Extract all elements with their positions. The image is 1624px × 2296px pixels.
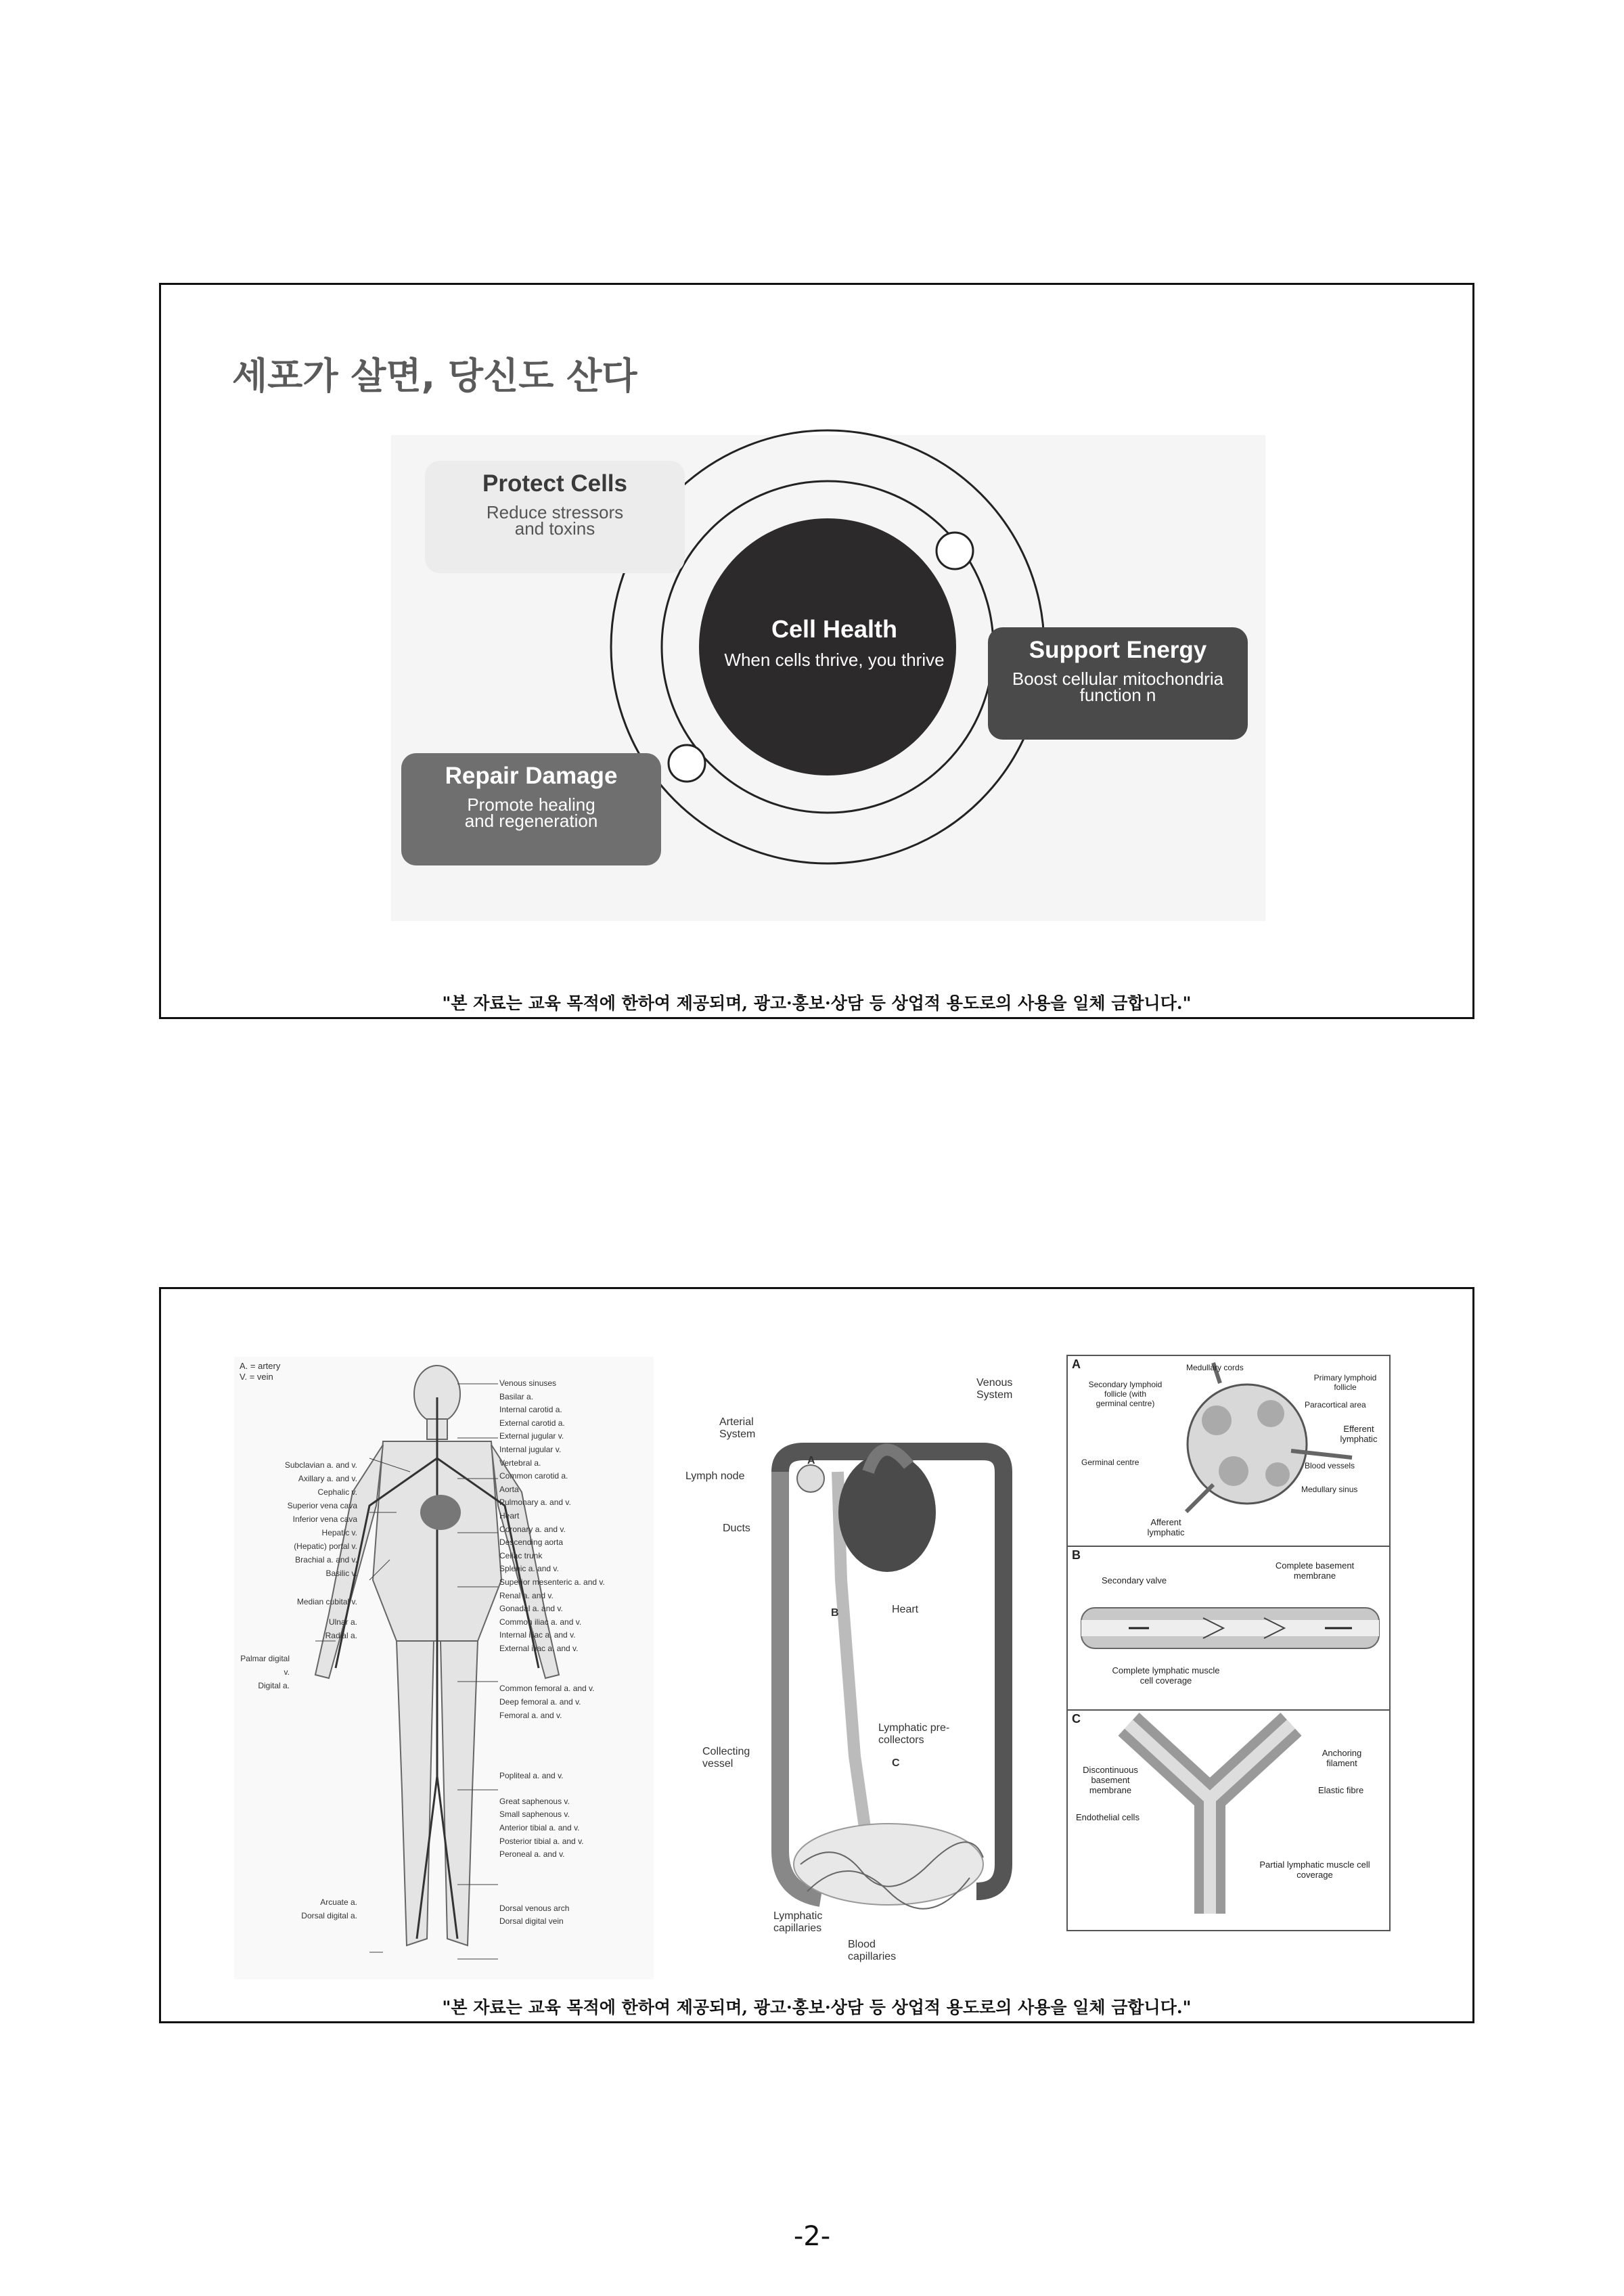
lymph-circulation-drawing (685, 1377, 1064, 1979)
label: Great saphenous v. (499, 1796, 570, 1806)
label: Celiac trunk (499, 1550, 543, 1560)
label: Internal jugular v. (499, 1444, 562, 1454)
card-repair-damage (401, 753, 661, 865)
label: Basilic v. (325, 1569, 357, 1578)
label: Dorsal digital a. (301, 1911, 357, 1920)
orbit-dot-top (937, 533, 973, 569)
label-heart: Heart (892, 1604, 919, 1615)
label: Vertebral a. (499, 1458, 541, 1468)
label: Femoral a. and v. (499, 1710, 562, 1720)
label: Medullary cords (1186, 1363, 1244, 1372)
label: Subclavian a. and v. (284, 1460, 357, 1470)
label: Posterior tibial a. and v. (499, 1836, 584, 1846)
label: Anchoring filament (1322, 1748, 1362, 1768)
label: Digital a. (258, 1681, 290, 1690)
label: Arcuate a. (320, 1897, 357, 1907)
usage-notice: "본 자료는 교육 목적에 한하여 제공되며, 광고·홍보·상담 등 상업적 용도로의 사용을 일체 금합니다." (442, 993, 1192, 1013)
label-c: C (892, 1757, 900, 1769)
label-collecting-vessel: Collecting vessel (702, 1746, 750, 1770)
label: Median cubital v. (296, 1597, 357, 1606)
label: Basilar a. (499, 1391, 534, 1401)
usage-notice: "본 자료는 교육 목적에 한하여 제공되며, 광고·홍보·상담 등 상업적 용도로의 사용을 일체 금합니다." (442, 1998, 1192, 2017)
label: Palmar digital v. (240, 1654, 290, 1677)
label-lymphatic-capillaries: Lymphatic capillaries (773, 1910, 823, 1934)
label: Dorsal venous arch (499, 1903, 570, 1913)
label-b: B (831, 1607, 839, 1619)
label-a: A (807, 1455, 815, 1466)
right-labels (499, 1377, 605, 1929)
card-title: Protect Cells (482, 470, 627, 497)
label: Primary lymphoid follicle (1313, 1373, 1377, 1392)
lymph-circulation-figure (685, 1377, 1064, 1979)
label: Common femoral a. and v. (499, 1684, 595, 1694)
label: (Hepatic) portal v. (294, 1541, 357, 1551)
label: Heart (499, 1510, 520, 1521)
label: Secondary valve (1102, 1575, 1167, 1585)
card-desc: Boost cellular mitochondria function n (1012, 669, 1224, 705)
label: Dorsal digital vein (499, 1916, 564, 1927)
label-arterial-system: Arterial System (719, 1416, 756, 1440)
label-blood-capillaries: Blood capillaries (848, 1939, 897, 1962)
panel-capillary (1068, 1711, 1389, 1930)
label: Splenic a. and v. (499, 1564, 559, 1574)
label: Deep femoral a. and v. (499, 1697, 581, 1707)
center-title: Cell Health (771, 615, 898, 643)
label: Peroneal a. and v. (499, 1849, 565, 1860)
label: Hepatic v. (321, 1528, 357, 1537)
label: Medullary sinus (1301, 1485, 1358, 1494)
card-title: Repair Damage (445, 763, 618, 789)
label: Aorta (499, 1484, 519, 1494)
panel-lymph-node (1068, 1356, 1389, 1547)
label: Blood vessels (1305, 1461, 1355, 1470)
slide-circulatory-lymphatic (159, 1287, 1474, 2023)
slide-title: 세포가 살면, 당신도 산다 (232, 355, 637, 397)
lymph-detail-figure (1066, 1355, 1391, 1931)
label-venous-system: Venous System (976, 1377, 1013, 1401)
label: Complete lymphatic muscle cell coverage (1112, 1665, 1220, 1686)
label: Discontinuous basement membrane (1083, 1765, 1138, 1795)
label: Brachial a. and v. (295, 1555, 357, 1565)
label-lymph-node: Lymph node (685, 1470, 745, 1482)
card-desc: Promote healing and regeneration (464, 794, 598, 831)
center-cell-health (699, 615, 970, 668)
legend-artery: A. = artery (240, 1361, 281, 1371)
label: Paracortical area (1305, 1400, 1366, 1410)
label: Endothelial cells (1076, 1812, 1140, 1822)
panel-letter: C (1072, 1712, 1081, 1726)
slide-cell-health (159, 283, 1474, 1019)
label: Efferent lymphatic (1340, 1424, 1378, 1444)
label: Common iliac a. and v. (499, 1617, 582, 1627)
label: Ulnar a. (328, 1617, 357, 1627)
label-ducts: Ducts (723, 1523, 750, 1534)
label: Coronary a. and v. (499, 1524, 566, 1534)
label: External jugular v. (499, 1431, 564, 1441)
human-vascular-figure (234, 1357, 654, 1979)
label: Partial lymphatic muscle cell coverage (1259, 1860, 1370, 1880)
label: Afferent lymphatic (1147, 1517, 1185, 1537)
card-desc: Reduce stressors and toxins (486, 502, 624, 539)
legend-vein: V. = vein (240, 1372, 273, 1382)
center-desc: When cells thrive, you thrive (724, 650, 945, 670)
label: Superior mesenteric a. and v. (499, 1577, 605, 1587)
orbit-dot-bottom (669, 745, 705, 782)
label: Internal carotid a. (499, 1405, 562, 1415)
label: External carotid a. (499, 1418, 565, 1428)
label: Venous sinuses (499, 1378, 557, 1388)
panel-letter: A (1072, 1357, 1081, 1371)
label: Descending aorta (499, 1537, 564, 1548)
label: Popliteal a. and v. (499, 1771, 564, 1781)
label: Common carotid a. (499, 1471, 568, 1481)
label: Axillary a. and v. (298, 1474, 357, 1483)
label: Cephalic v. (317, 1487, 357, 1497)
card-protect-cells (425, 461, 685, 573)
panel-letter: B (1072, 1548, 1081, 1562)
label: Pulmonary a. and v. (499, 1498, 571, 1508)
label: Small saphenous v. (499, 1809, 570, 1820)
page-number: -2- (793, 2221, 831, 2252)
label: Gonadal a. and v. (499, 1604, 563, 1614)
label: Superior vena cava (287, 1501, 357, 1510)
label: Radial a. (325, 1631, 357, 1640)
panel-collecting-vessel (1068, 1547, 1389, 1711)
label: Complete basement membrane (1275, 1560, 1355, 1581)
label: Inferior vena cava (292, 1514, 357, 1524)
label: Elastic fibre (1318, 1785, 1364, 1795)
label-precollectors: Lymphatic pre-collectors (878, 1722, 950, 1746)
label: Secondary lymphoid follicle (with germinal centre) (1088, 1380, 1163, 1408)
label: Internal iliac a. and v. (499, 1630, 576, 1640)
label: External iliac a. and v. (499, 1643, 579, 1653)
label: Germinal centre (1081, 1458, 1140, 1467)
card-support-energy (988, 627, 1248, 740)
card-title: Support Energy (1029, 637, 1207, 663)
left-labels (235, 1458, 357, 1922)
label: Anterior tibial a. and v. (499, 1823, 580, 1833)
label: Renal a. and v. (499, 1590, 554, 1600)
